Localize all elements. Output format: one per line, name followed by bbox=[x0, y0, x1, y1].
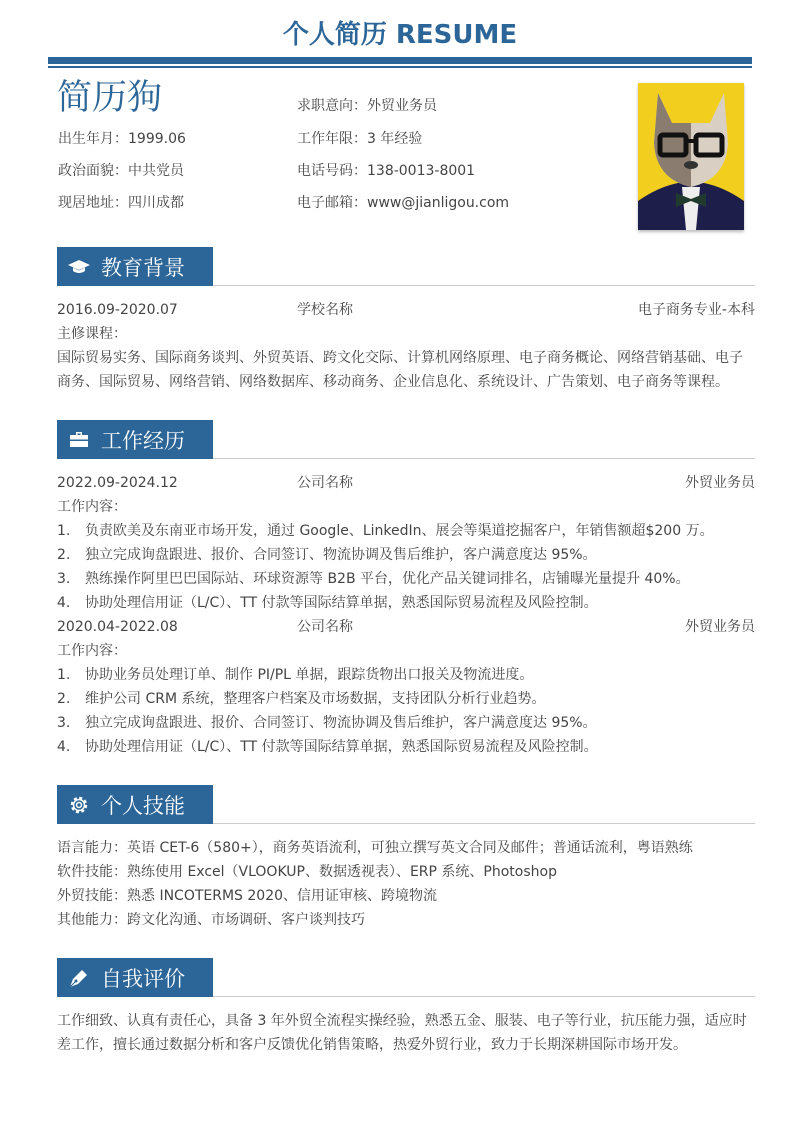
education-period: 2016.09-2020.07 bbox=[57, 302, 178, 318]
item-number: 4. bbox=[57, 739, 71, 755]
list-item bbox=[57, 735, 755, 759]
skills-section bbox=[57, 824, 755, 932]
list-item bbox=[57, 543, 755, 567]
skill-software: 软件技能：熟练使用 Excel（VLOOKUP、数据透视表）、ERP 系统、Photoshop bbox=[57, 864, 557, 880]
work-section-header bbox=[57, 420, 755, 459]
email: 电子邮箱：www@jianligou.com bbox=[297, 195, 510, 211]
section-title: 自我评价 bbox=[101, 966, 185, 991]
phone: 电话号码：138-0013-8001 bbox=[297, 163, 476, 179]
courses-list: 国际贸易实务、国际商务谈判、外贸英语、跨文化交际、计算机网络原理、电子商务概论、网络营销基础、电子商务、国际贸易、网络营销、网络数据库、移动商务、企业信息化、系统设计、广告策划、电子商务等课程。 bbox=[57, 350, 743, 390]
briefcase-icon bbox=[67, 428, 91, 452]
item-number: 1. bbox=[57, 523, 71, 539]
skill-trade: 外贸技能：熟悉 INCOTERMS 2020、信用证审核、跨境物流 bbox=[57, 888, 438, 904]
job-objective: 求职意向：外贸业务员 bbox=[297, 98, 437, 114]
item-text: 独立完成询盘跟进、报价、合同签订、物流协调及售后维护，客户满意度达 95%。 bbox=[85, 715, 597, 731]
item-text: 熟练操作阿里巴巴国际站、环球资源等 B2B 平台，优化产品关键词排名，店铺曝光量提升 40%。 bbox=[85, 571, 690, 587]
pen-icon bbox=[67, 966, 91, 990]
job-role: 外贸业务员 bbox=[685, 619, 755, 635]
list-item bbox=[57, 663, 755, 687]
graduation-cap-icon bbox=[67, 255, 91, 279]
skills-section-header bbox=[57, 785, 755, 824]
item-number: 4. bbox=[57, 595, 71, 611]
item-text: 独立完成询盘跟进、报价、合同签订、物流协调及售后维护，客户满意度达 95%。 bbox=[85, 547, 597, 563]
section-title: 个人技能 bbox=[101, 793, 185, 818]
self-eval-section bbox=[57, 997, 755, 1057]
item-text: 协助处理信用证（L/C）、TT 付款等国际结算单据，熟悉国际贸易流程及风险控制。 bbox=[85, 595, 598, 611]
item-number: 2. bbox=[57, 691, 71, 707]
item-text: 负责欧美及东南亚市场开发，通过 Google、LinkedIn、展会等渠道挖掘客户，年销售额超$200 万。 bbox=[85, 523, 714, 539]
self-eval-section-header bbox=[57, 958, 755, 997]
work-section bbox=[57, 459, 755, 759]
job-entry bbox=[57, 615, 755, 759]
item-text: 维护公司 CRM 系统，整理客户档案及市场数据，支持团队分析行业趋势。 bbox=[85, 691, 546, 707]
section-title: 教育背景 bbox=[101, 255, 185, 280]
profile-photo bbox=[638, 83, 744, 230]
resume-title: 个人简历 RESUME bbox=[282, 20, 518, 50]
list-item bbox=[57, 591, 755, 615]
skill-language: 语言能力：英语 CET-6（580+），商务英语流利，可独立撰写英文合同及邮件；普通话流利，粤语熟练 bbox=[57, 840, 693, 856]
birth-date: 出生年月：1999.06 bbox=[58, 131, 186, 147]
company-name: 公司名称 bbox=[297, 619, 353, 635]
political-status: 政治面貌：中共党员 bbox=[58, 163, 184, 179]
education-section-header bbox=[57, 247, 755, 286]
major: 电子商务专业-本科 bbox=[637, 302, 755, 318]
job-role: 外贸业务员 bbox=[685, 475, 755, 491]
list-item bbox=[57, 567, 755, 591]
list-item bbox=[57, 687, 755, 711]
education-section bbox=[57, 286, 755, 394]
work-years: 工作年限：3 年经验 bbox=[297, 131, 423, 147]
company-name: 公司名称 bbox=[297, 475, 353, 491]
skill-other: 其他能力：跨文化沟通、市场调研、客户谈判技巧 bbox=[57, 912, 365, 928]
gear-icon bbox=[67, 793, 91, 817]
item-number: 2. bbox=[57, 547, 71, 563]
job-content-label: 工作内容： bbox=[57, 643, 127, 659]
resume-body bbox=[57, 247, 755, 1083]
address: 现居地址：四川成都 bbox=[58, 195, 184, 211]
item-text: 协助业务员处理订单、制作 PI/PL 单据，跟踪货物出口报关及物流进度。 bbox=[85, 667, 534, 683]
list-item bbox=[57, 711, 755, 735]
item-number: 3. bbox=[57, 715, 71, 731]
header-divider-thick bbox=[48, 57, 752, 64]
job-entry bbox=[57, 471, 755, 615]
job-period: 2020.04-2022.08 bbox=[57, 619, 178, 635]
header-divider-thin bbox=[48, 66, 752, 68]
candidate-name: 简历狗 bbox=[57, 78, 163, 118]
job-period: 2022.09-2024.12 bbox=[57, 475, 178, 491]
list-item bbox=[57, 519, 755, 543]
item-text: 协助处理信用证（L/C）、TT 付款等国际结算单据，熟悉国际贸易流程及风险控制。 bbox=[85, 739, 598, 755]
item-number: 1. bbox=[57, 667, 71, 683]
section-title: 工作经历 bbox=[101, 428, 185, 453]
courses-label: 主修课程： bbox=[57, 326, 127, 342]
self-eval-text: 工作细致、认真有责任心，具备 3 年外贸全流程实操经验，熟悉五金、服装、电子等行业，抗压能力强，适应时差工作，擅长通过数据分析和客户反馈优化销售策略，热爱外贸行业，致力于长期深耕国际市场开发。 bbox=[57, 1013, 747, 1053]
job-content-label: 工作内容： bbox=[57, 499, 127, 515]
item-number: 3. bbox=[57, 571, 71, 587]
school-name: 学校名称 bbox=[297, 302, 353, 318]
